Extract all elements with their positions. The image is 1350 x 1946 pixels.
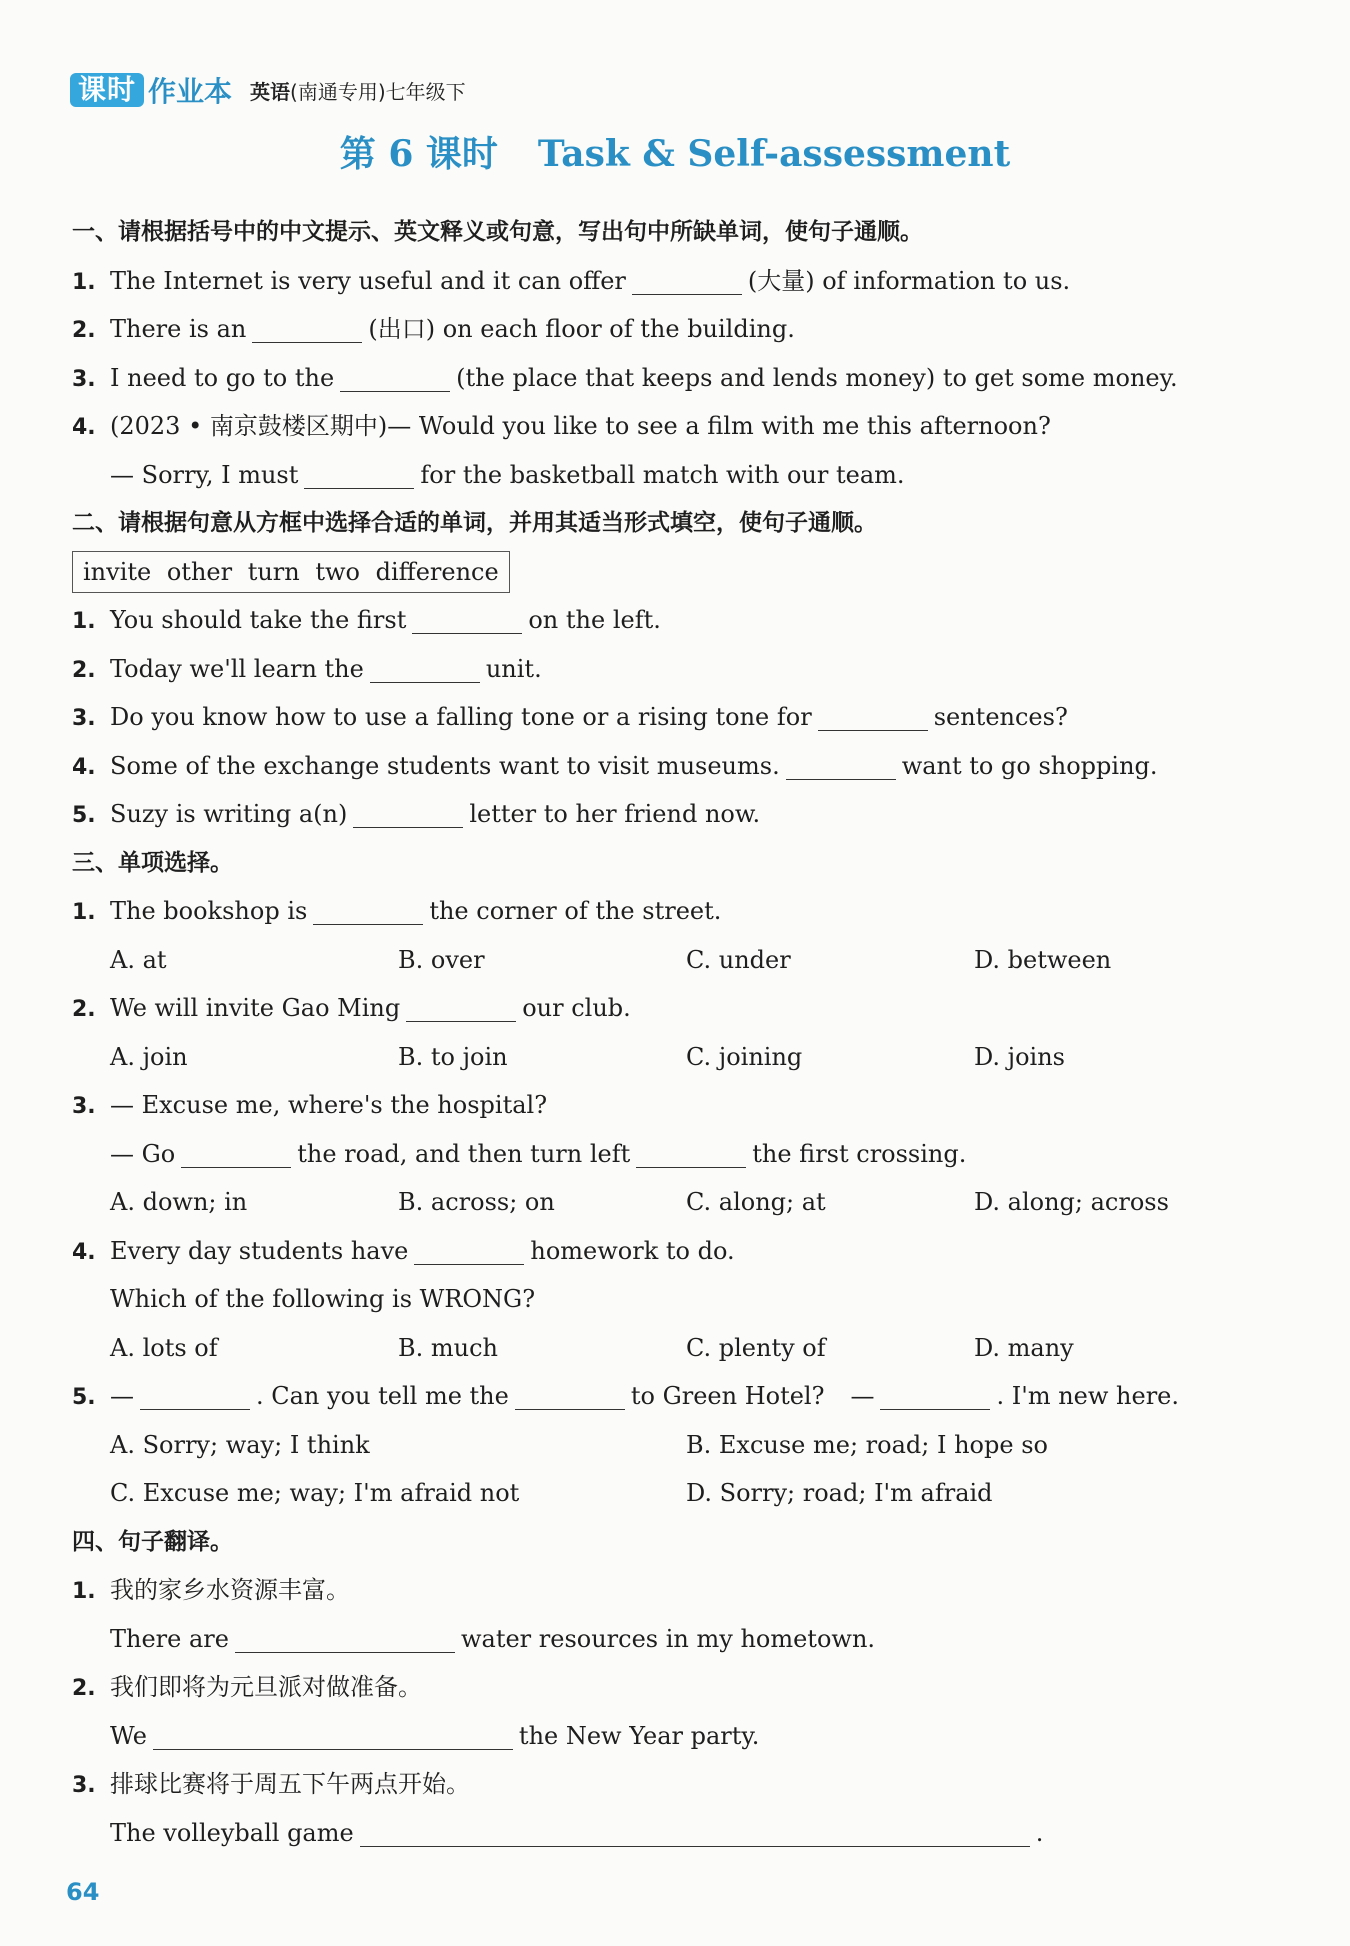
options-row (72, 1324, 1262, 1373)
question: 2. Today we'll learn the unit. (72, 654, 542, 683)
section-heading: 一、请根据括号中的中文提示、英文释义或句意，写出句中所缺单词，使句子通顺。 (72, 219, 923, 245)
question-continued: Which of the following is WRONG? (110, 1285, 536, 1313)
question: 2. There is an (出口) on each floor of the building. (72, 315, 795, 343)
answer-blank[interactable] (235, 1626, 455, 1653)
answer-blank[interactable] (360, 1820, 1030, 1847)
question: 2. 我们即将为元旦派对做准备。 (72, 1673, 422, 1701)
question: 2. We will invite Gao Ming our club. (72, 994, 631, 1022)
option[interactable]: B. Excuse me; road; I hope so (686, 1430, 1048, 1459)
answer-blank[interactable] (786, 753, 896, 780)
answer-blank[interactable] (140, 1383, 250, 1410)
answer-blank[interactable] (818, 704, 928, 731)
answer-blank[interactable] (153, 1723, 513, 1750)
option[interactable]: D. Sorry; road; I'm afraid (686, 1479, 993, 1507)
answer-blank[interactable] (304, 462, 414, 489)
question: 3. I need to go to the (the place that keeps and lends money) to get some money. (72, 363, 1178, 392)
word-box-row (72, 548, 1262, 597)
option[interactable]: C. plenty of (686, 1333, 826, 1362)
answer-blank[interactable] (636, 1141, 746, 1168)
answer-blank[interactable] (515, 1383, 625, 1410)
question-continued: — Sorry, I must for the basketball match with our team. (110, 460, 905, 489)
logo-text: 作业本 (148, 75, 233, 108)
page-number: 64 (66, 1878, 100, 1906)
question: 1. The Internet is very useful and it can offer (大量) of information to us. (72, 266, 1071, 295)
section-heading: 二、请根据句意从方框中选择合适的单词，并用其适当形式填空，使句子通顺。 (72, 510, 877, 536)
options-row (72, 936, 1262, 985)
option[interactable]: A. at (110, 945, 167, 974)
question-continued: We the New Year party. (110, 1721, 760, 1750)
answer-blank[interactable] (370, 656, 480, 683)
answer-blank[interactable] (632, 268, 742, 295)
question-continued: The volleyball game . (110, 1818, 1044, 1847)
question: 4. Some of the exchange students want to visit museums. want to go shopping. (72, 751, 1158, 780)
options-row (72, 1469, 1262, 1518)
answer-blank[interactable] (412, 607, 522, 634)
question: 4. (2023 • 南京鼓楼区期中)— Would you like to see a film with me this afternoon? (72, 412, 1051, 440)
question-continued: There are water resources in my hometown. (110, 1624, 876, 1653)
option[interactable]: A. Sorry; way; I think (110, 1430, 370, 1459)
lesson-topic: Task & Self-assessment (537, 133, 1011, 175)
lesson-number: 第 6 课时 (339, 133, 498, 175)
question: 1. 我的家乡水资源丰富。 (72, 1576, 350, 1604)
lesson-title (0, 126, 1350, 177)
option[interactable]: C. joining (686, 1042, 803, 1071)
word-box: invite other turn two difference (72, 551, 510, 593)
question: 3. — Excuse me, where's the hospital? (72, 1091, 548, 1119)
question: 5. — . Can you tell me the to Green Hotel? — . I'm new here. (72, 1382, 1180, 1410)
option[interactable]: A. join (110, 1042, 188, 1071)
option[interactable]: D. along; across (974, 1188, 1169, 1216)
option[interactable]: B. much (398, 1333, 499, 1362)
option[interactable]: C. Excuse me; way; I'm afraid not (110, 1479, 520, 1507)
question: 1. You should take the first on the left. (72, 606, 661, 634)
option[interactable]: C. under (686, 945, 791, 974)
option[interactable]: B. over (398, 945, 485, 974)
options-row (72, 1421, 1262, 1470)
option[interactable]: B. across; on (398, 1188, 555, 1216)
option[interactable]: B. to join (398, 1042, 508, 1071)
answer-blank[interactable] (340, 365, 450, 392)
question: 3. Do you know how to use a falling tone or a rising tone for sentences? (72, 703, 1068, 731)
answer-blank[interactable] (880, 1383, 990, 1410)
option[interactable]: A. down; in (110, 1188, 248, 1216)
option[interactable]: A. lots of (110, 1333, 218, 1362)
section-heading: 四、句子翻译。 (72, 1528, 233, 1555)
question: 3. 排球比赛将于周五下午两点开始。 (72, 1770, 470, 1798)
answer-blank[interactable] (406, 995, 516, 1022)
answer-blank[interactable] (414, 1238, 524, 1265)
header (70, 70, 466, 110)
option[interactable]: D. between (974, 945, 1112, 974)
options-row (72, 1033, 1262, 1082)
section-heading: 三、单项选择。 (72, 849, 233, 876)
option[interactable]: C. along; at (686, 1188, 826, 1216)
exercise-content (72, 208, 1262, 1857)
answer-blank[interactable] (353, 801, 463, 828)
subject-label: 英语(南通专用)七年级下 (250, 79, 466, 104)
question: 5. Suzy is writing a(n) letter to her friend now. (72, 800, 761, 828)
option[interactable]: D. joins (974, 1042, 1065, 1071)
answer-blank[interactable] (181, 1141, 291, 1168)
question: 1. The bookshop is the corner of the street. (72, 897, 722, 925)
question-continued: — Go the road, and then turn left the first crossing. (110, 1139, 967, 1168)
answer-blank[interactable] (313, 898, 423, 925)
answer-blank[interactable] (252, 316, 362, 343)
question: 4. Every day students have homework to do. (72, 1236, 735, 1265)
options-row (72, 1178, 1262, 1227)
logo-badge: 课时 (70, 73, 144, 107)
option[interactable]: D. many (974, 1333, 1074, 1362)
